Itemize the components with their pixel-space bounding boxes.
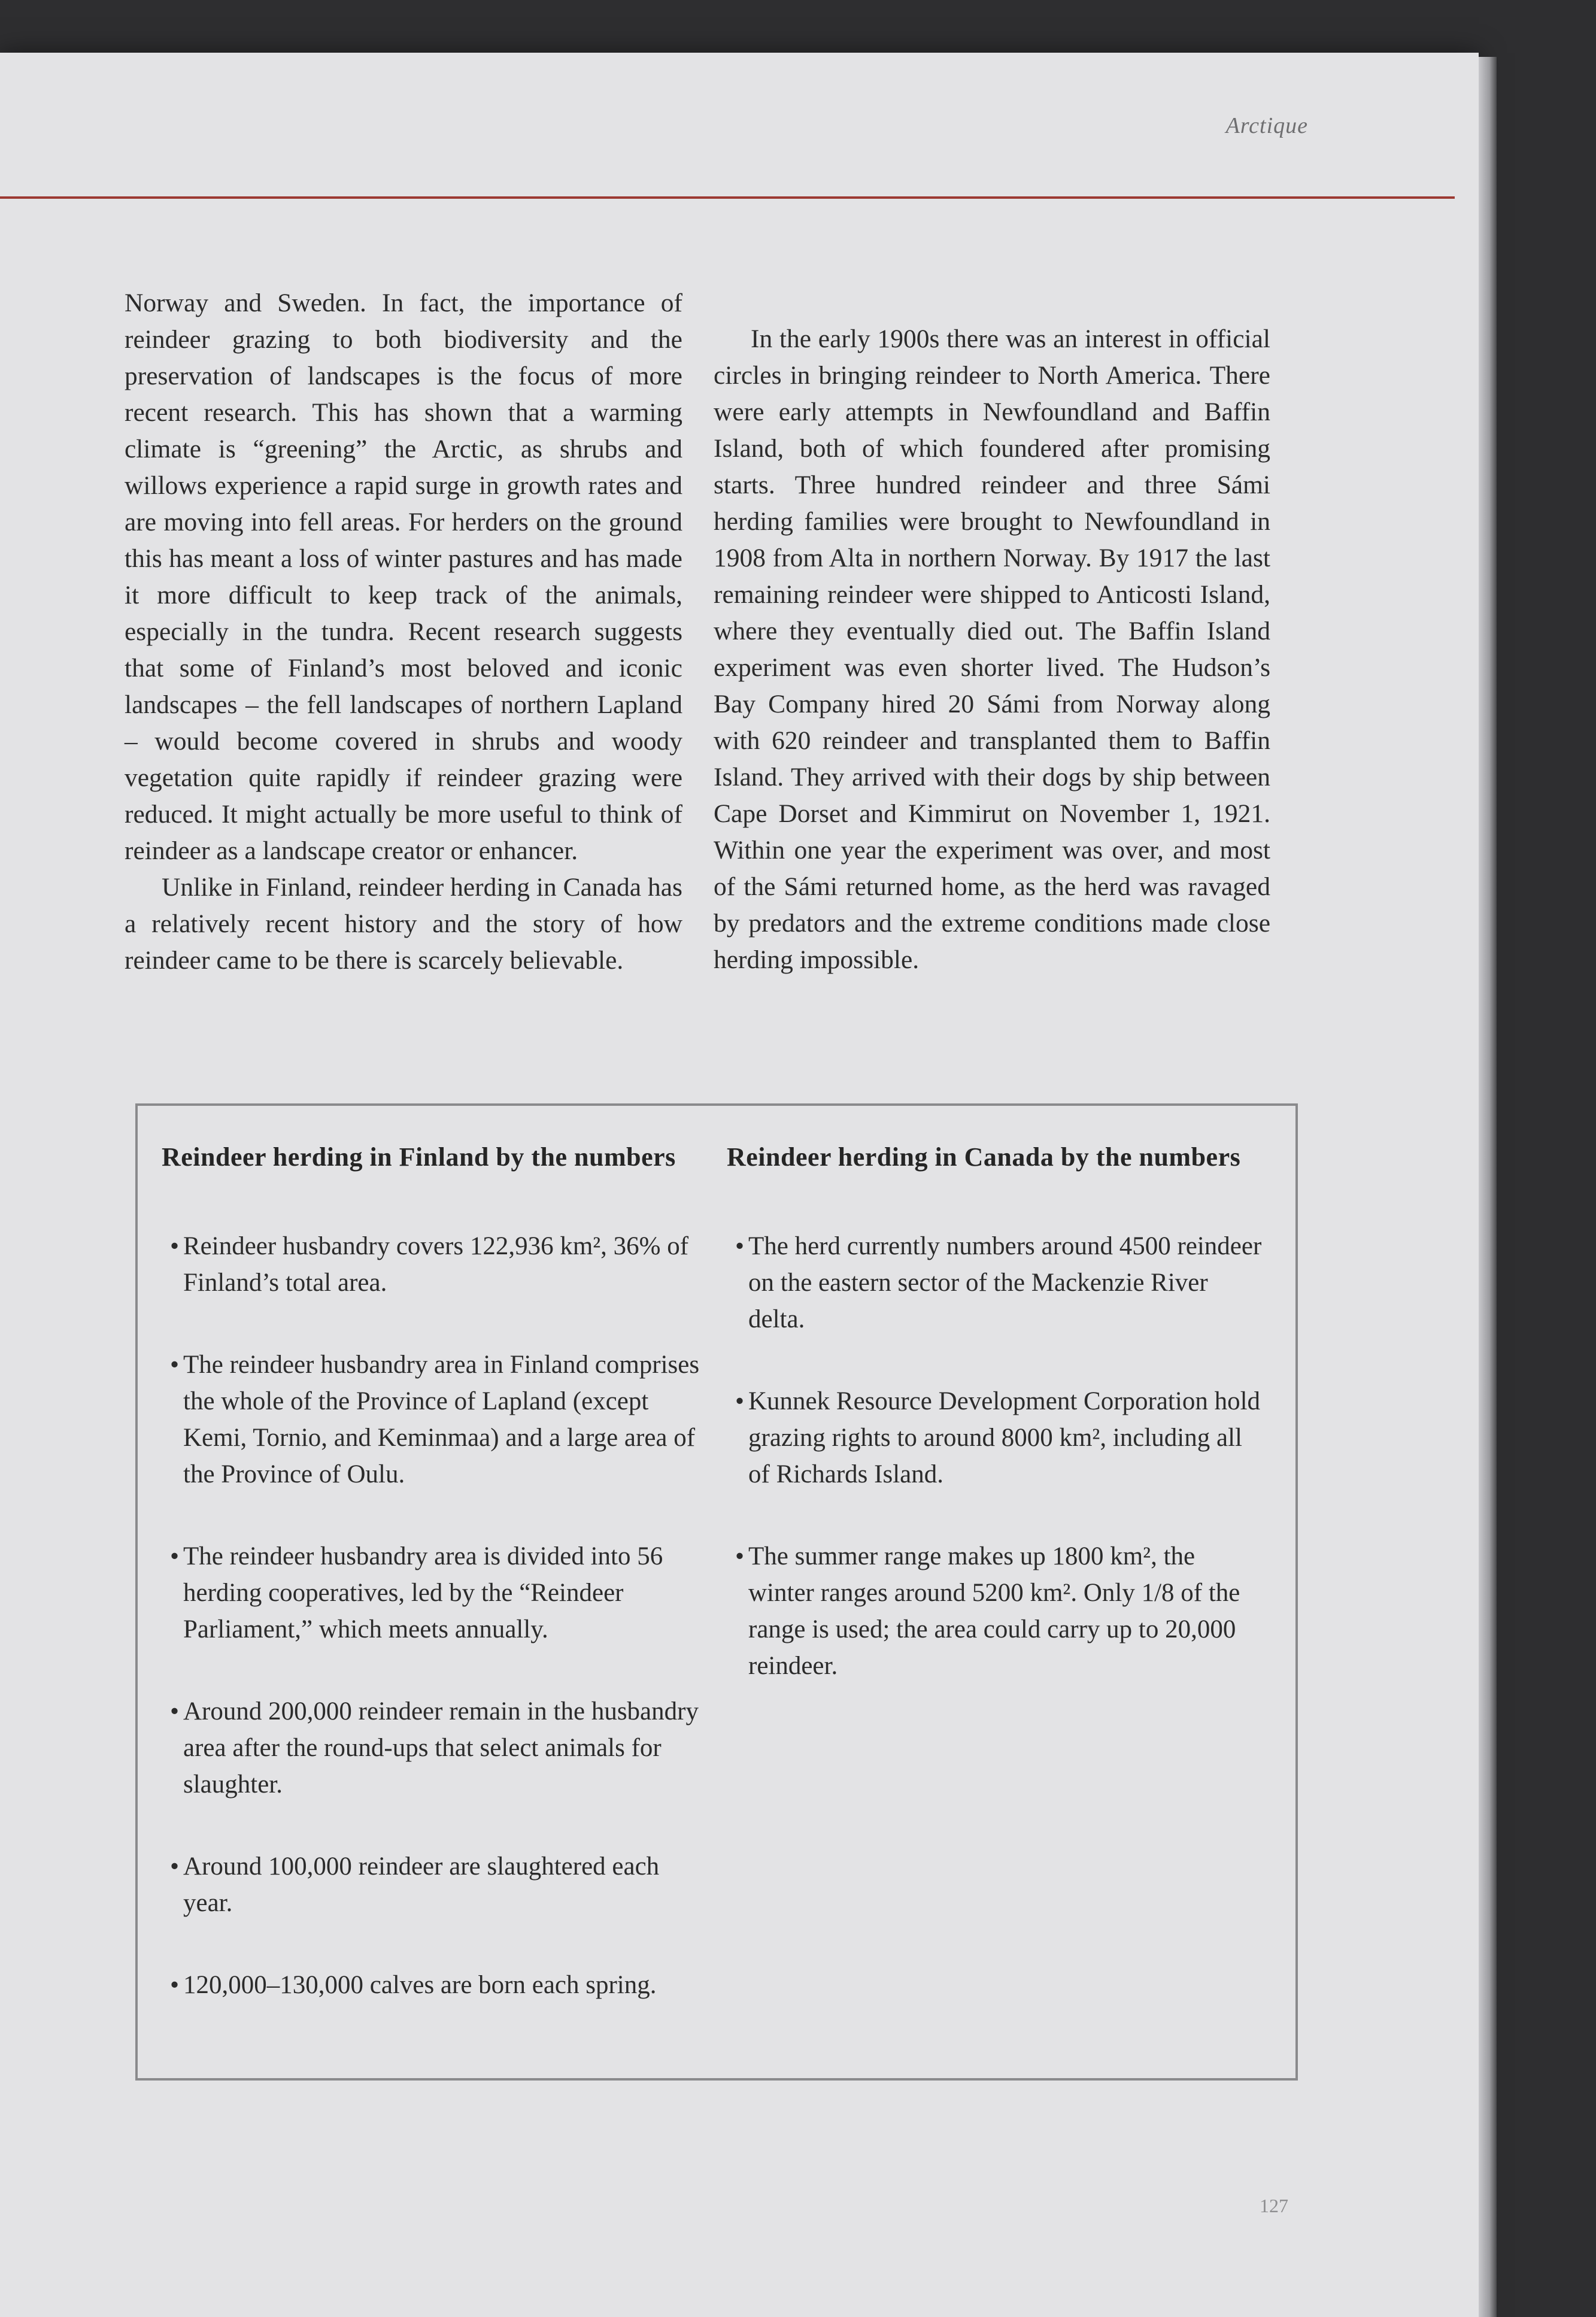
fact-item: • The reindeer husbandry area is divided into 56 herding cooperatives, led by the “Reindeer Parliament,” which meets annually. [162,1538,712,1648]
body-paragraph: Norway and Sweden. In fact, the importance of reindeer grazing to both biodiversity and the preservation of landscapes is the focus of more recent research. This has shown that a warming climate is “greening” the Arctic, as shrubs and willows experience a rapid surge in growth rates and are moving into fell areas. For herders on the ground this has meant a loss of winter pastures and has made it more difficult to keep track of the animals, especially in the tundra. Recent research suggests that some of Finland’s most beloved and iconic landscapes – the fell landscapes of northern Lapland – would become covered in shrubs and woody vegetation quite rapidly if reindeer grazing were reduced. It might actually be more useful to think of reindeer as a landscape creator or enhancer. [125,289,682,865]
page-number: 127 [1260,2195,1288,2216]
header-rule [0,196,1455,199]
fact-item: • The reindeer husbandry area in Finland comprises the whole of the Province of Lapland (except Kemi, Tornio, and Keminmaa) and a large area of the Province of Oulu. [162,1346,712,1493]
fact-item: • Reindeer husbandry covers 122,936 km², 36% of Finland’s total area. [162,1228,712,1301]
finland-facts-heading: Reindeer herding in Finland by the numbers [162,1142,676,1172]
fact-item: • 120,000–130,000 calves are born each spring. [162,1967,712,2003]
fact-item: • Kunnek Resource Development Corporation hold grazing rights to around 8000 km², including all of Richards Island. [727,1383,1266,1493]
body-paragraph: In the early 1900s there was an interest in official circles in bringing reindeer to North America. There were early attempts in Newfoundland and Baffin Island, both of which foundered after promising starts. Three hundred reindeer and three Sámi herding families were brought to Newfoundland in 1908 from Alta in northern Norway. By 1917 the last remaining reindeer were shipped to Anticosti Island, where they eventually died out. The Baffin Island experiment was even shorter lived. The Hudson’s Bay Company hired 20 Sámi from Norway along with 620 reindeer and transplanted them to Baffin Island. They arrived with their dogs by ship between Cape Dorset and Kimmirut on November 1, 1921. Within one year the experiment was over, and most of the Sámi returned home, as the herd was ravaged by predators and the extreme conditions made close herding impossible. [714,324,1270,974]
right-text-column [714,321,1270,978]
fact-item: • The summer range makes up 1800 km², the winter ranges around 5200 km². Only 1/8 of the range is used; the area could carry up to 20,000 reindeer. [727,1538,1266,1684]
page-edge [1479,57,1497,2317]
left-text-column [125,285,682,979]
finland-facts-list [162,1228,712,2003]
fact-item: • The herd currently numbers around 4500 reindeer on the eastern sector of the Mackenzie River delta. [727,1228,1266,1338]
body-paragraph: Unlike in Finland, reindeer herding in Canada has a relatively recent history and the story of how reindeer came to be there is scarcely believable. [125,873,682,975]
finland-facts [162,1137,712,2049]
facts-box [135,1103,1298,2081]
canada-facts-heading: Reindeer herding in Canada by the numbers [727,1142,1241,1172]
canada-facts [727,1137,1266,1730]
fact-item: • Around 200,000 reindeer remain in the husbandry area after the round-ups that select animals for slaughter. [162,1693,712,1803]
running-head: Arctique [1225,113,1308,138]
book-page [0,53,1479,2317]
fact-item: • Around 100,000 reindeer are slaughtered each year. [162,1848,712,1921]
canada-facts-list [727,1228,1266,1684]
